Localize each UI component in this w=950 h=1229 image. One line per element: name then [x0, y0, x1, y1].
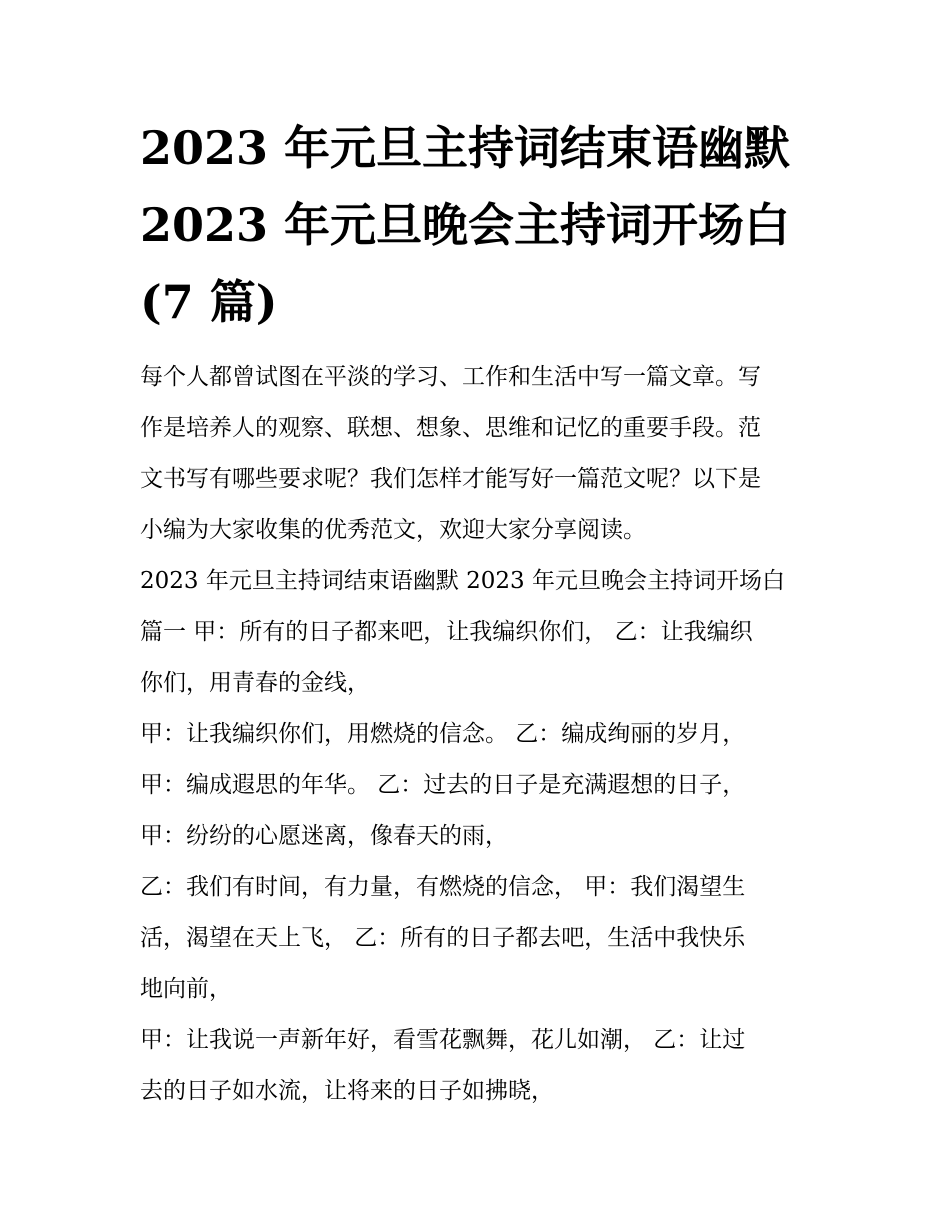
- text-line: 你们，用青春的金线，: [140, 670, 370, 696]
- document-title: [140, 110, 820, 341]
- dialogue-paragraph: [140, 709, 830, 760]
- dialogue-paragraph: [140, 760, 830, 811]
- text-line: 甲：让我说一声新年好，看雪花飘舞，花儿如潮， 乙：让过: [140, 1027, 746, 1053]
- text-line: 2023 年元旦主持词结束语幽默 2023 年元旦晚会主持词开场白: [140, 568, 785, 594]
- text-line: 文书写有哪些要求呢？我们怎样才能写好一篇范文呢？以下是: [140, 466, 761, 492]
- text-line: 甲：编成遐思的年华。 乙：过去的日子是充满遐想的日子，: [140, 772, 746, 798]
- section-heading-paragraph: [140, 556, 830, 709]
- dialogue-paragraph: [140, 1015, 830, 1117]
- document-body: [140, 352, 830, 1117]
- text-line: 甲：让我编织你们，用燃烧的信念。 乙：编成绚丽的岁月，: [140, 721, 746, 747]
- text-line: 篇一 甲：所有的日子都来吧，让我编织你们， 乙：让我编织: [140, 619, 753, 645]
- title-line: (7 篇): [140, 275, 278, 329]
- text-line: 甲：纷纷的心愿迷离，像春天的雨，: [140, 823, 508, 849]
- intro-paragraph: [140, 352, 830, 556]
- title-line: 2023 年元旦晚会主持词开场白: [140, 198, 791, 252]
- text-line: 活，渴望在天上飞， 乙：所有的日子都去吧，生活中我快乐: [140, 925, 746, 951]
- dialogue-paragraph: [140, 811, 830, 862]
- text-line: 地向前，: [140, 976, 232, 1002]
- text-line: 作是培养人的观察、联想、想象、思维和记忆的重要手段。范: [140, 415, 761, 441]
- dialogue-paragraph: [140, 862, 830, 1015]
- text-line: 乙：我们有时间，有力量，有燃烧的信念， 甲：我们渴望生: [140, 874, 746, 900]
- title-line: 2023 年元旦主持词结束语幽默: [140, 121, 791, 175]
- text-line: 小编为大家收集的优秀范文，欢迎大家分享阅读。: [140, 517, 646, 543]
- text-line: 每个人都曾试图在平淡的学习、工作和生活中写一篇文章。写: [140, 364, 761, 390]
- text-line: 去的日子如水流，让将来的日子如拂晓，: [140, 1078, 554, 1104]
